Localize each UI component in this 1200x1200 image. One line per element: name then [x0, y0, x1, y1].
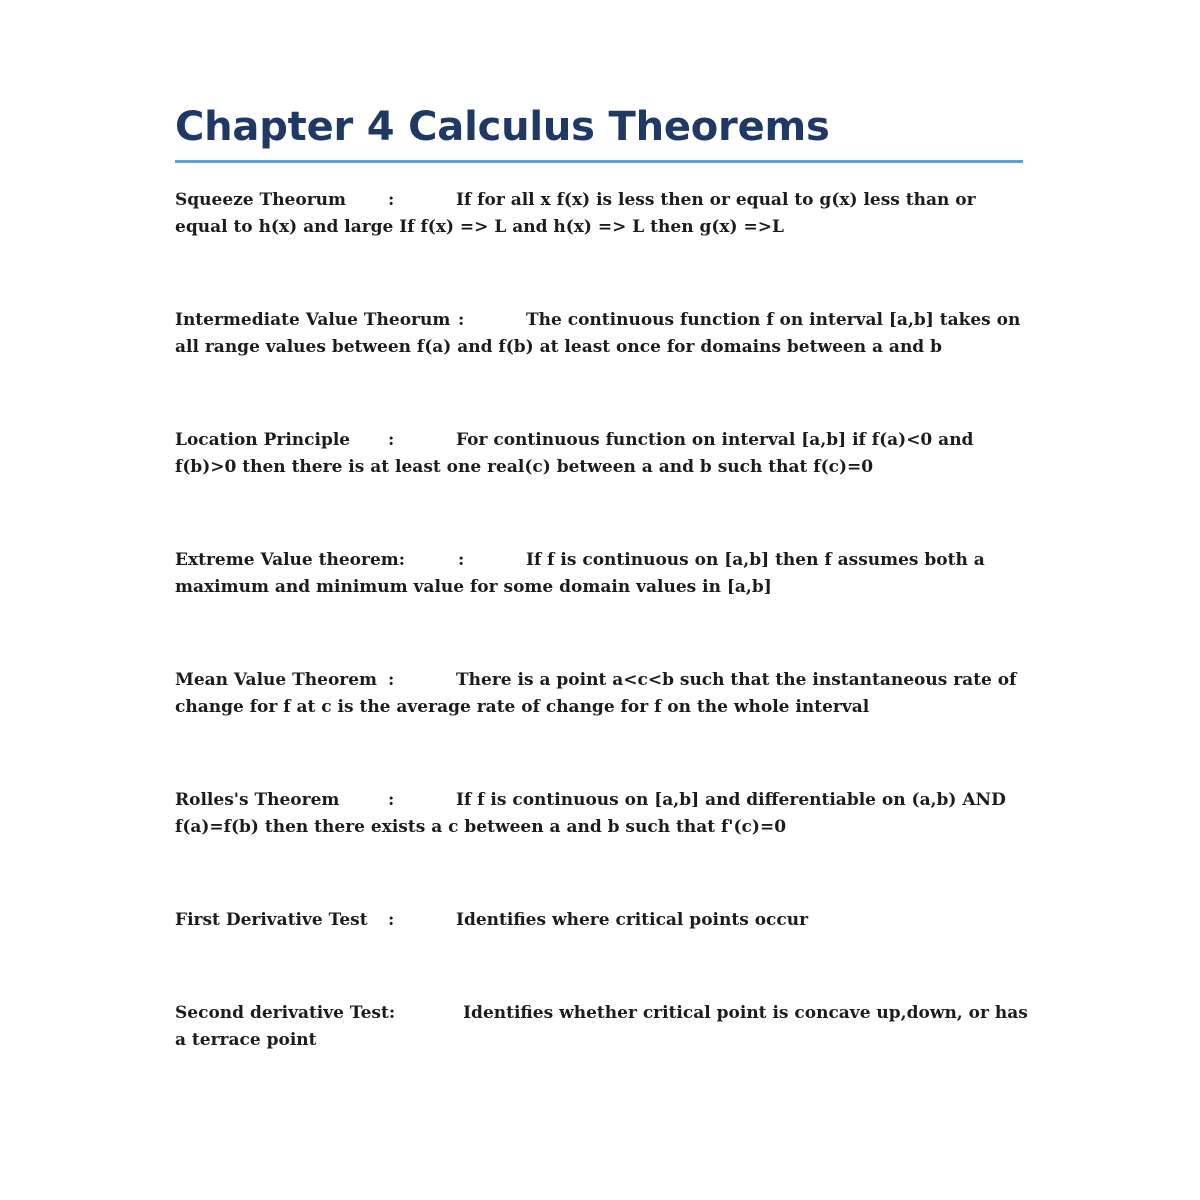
theorem-term: First Derivative Test [175, 910, 368, 930]
page-title: Chapter 4 Calculus Theorems [175, 104, 830, 150]
theorem-definition: Identifies whether critical point is concave up,down, or has a terrace point [175, 1003, 1028, 1050]
theorem-colon: : [388, 910, 395, 930]
theorem-term: Extreme Value theorem: [175, 550, 406, 570]
theorem-term: Intermediate Value Theorum [175, 310, 451, 330]
theorem-colon: : [458, 310, 465, 330]
theorem-colon: : [388, 430, 395, 450]
theorem-term: Rolles's Theorem [175, 790, 340, 810]
theorem-definition: Identifies where critical points occur [456, 910, 809, 930]
theorem-colon: : [388, 670, 395, 690]
theorem-colon: : [458, 550, 465, 570]
theorem-term: Mean Value Theorem [175, 670, 378, 690]
theorem-definition: If f is continuous on [a,b] then f assumes both a maximum and minimum value for some domain values in [a,b] [175, 550, 985, 597]
theorem-term: Second derivative Test: [175, 1003, 396, 1023]
theorem-entry [175, 547, 1033, 601]
theorem-definition: The continuous function f on interval [a,b] takes on all range values between f(a) and f(b) at least once for domains between a and b [175, 310, 1021, 357]
theorem-entry [175, 187, 1033, 241]
theorem-definition: For continuous function on interval [a,b] if f(a)<0 and f(b)>0 then there is at least one real(c) between a and b such that f(c)=0 [175, 430, 974, 477]
theorem-list [175, 187, 1033, 1054]
theorem-entry [175, 307, 1033, 361]
theorem-entry [175, 787, 1033, 841]
theorem-definition: There is a point a<c<b such that the instantaneous rate of change for f at c is the average rate of change for f on the whole interval [175, 670, 1017, 717]
theorem-definition: If for all x f(x) is less then or equal to g(x) less than or equal to h(x) and large If f(x) => L and h(x) => L then g(x) =>L [175, 190, 976, 237]
theorem-entry [175, 907, 1033, 934]
theorem-entry [175, 1000, 1033, 1054]
title-underline [175, 160, 1023, 163]
theorem-colon: : [388, 190, 395, 210]
theorem-colon: : [388, 790, 395, 810]
theorem-entry [175, 667, 1033, 721]
theorem-definition: If f is continuous on [a,b] and differentiable on (a,b) AND f(a)=f(b) then there exists a c between a and b such that f'(c)=0 [175, 790, 1006, 837]
theorem-term: Location Principle [175, 430, 351, 450]
theorem-entry [175, 427, 1033, 481]
theorem-term: Squeeze Theorum [175, 190, 347, 210]
